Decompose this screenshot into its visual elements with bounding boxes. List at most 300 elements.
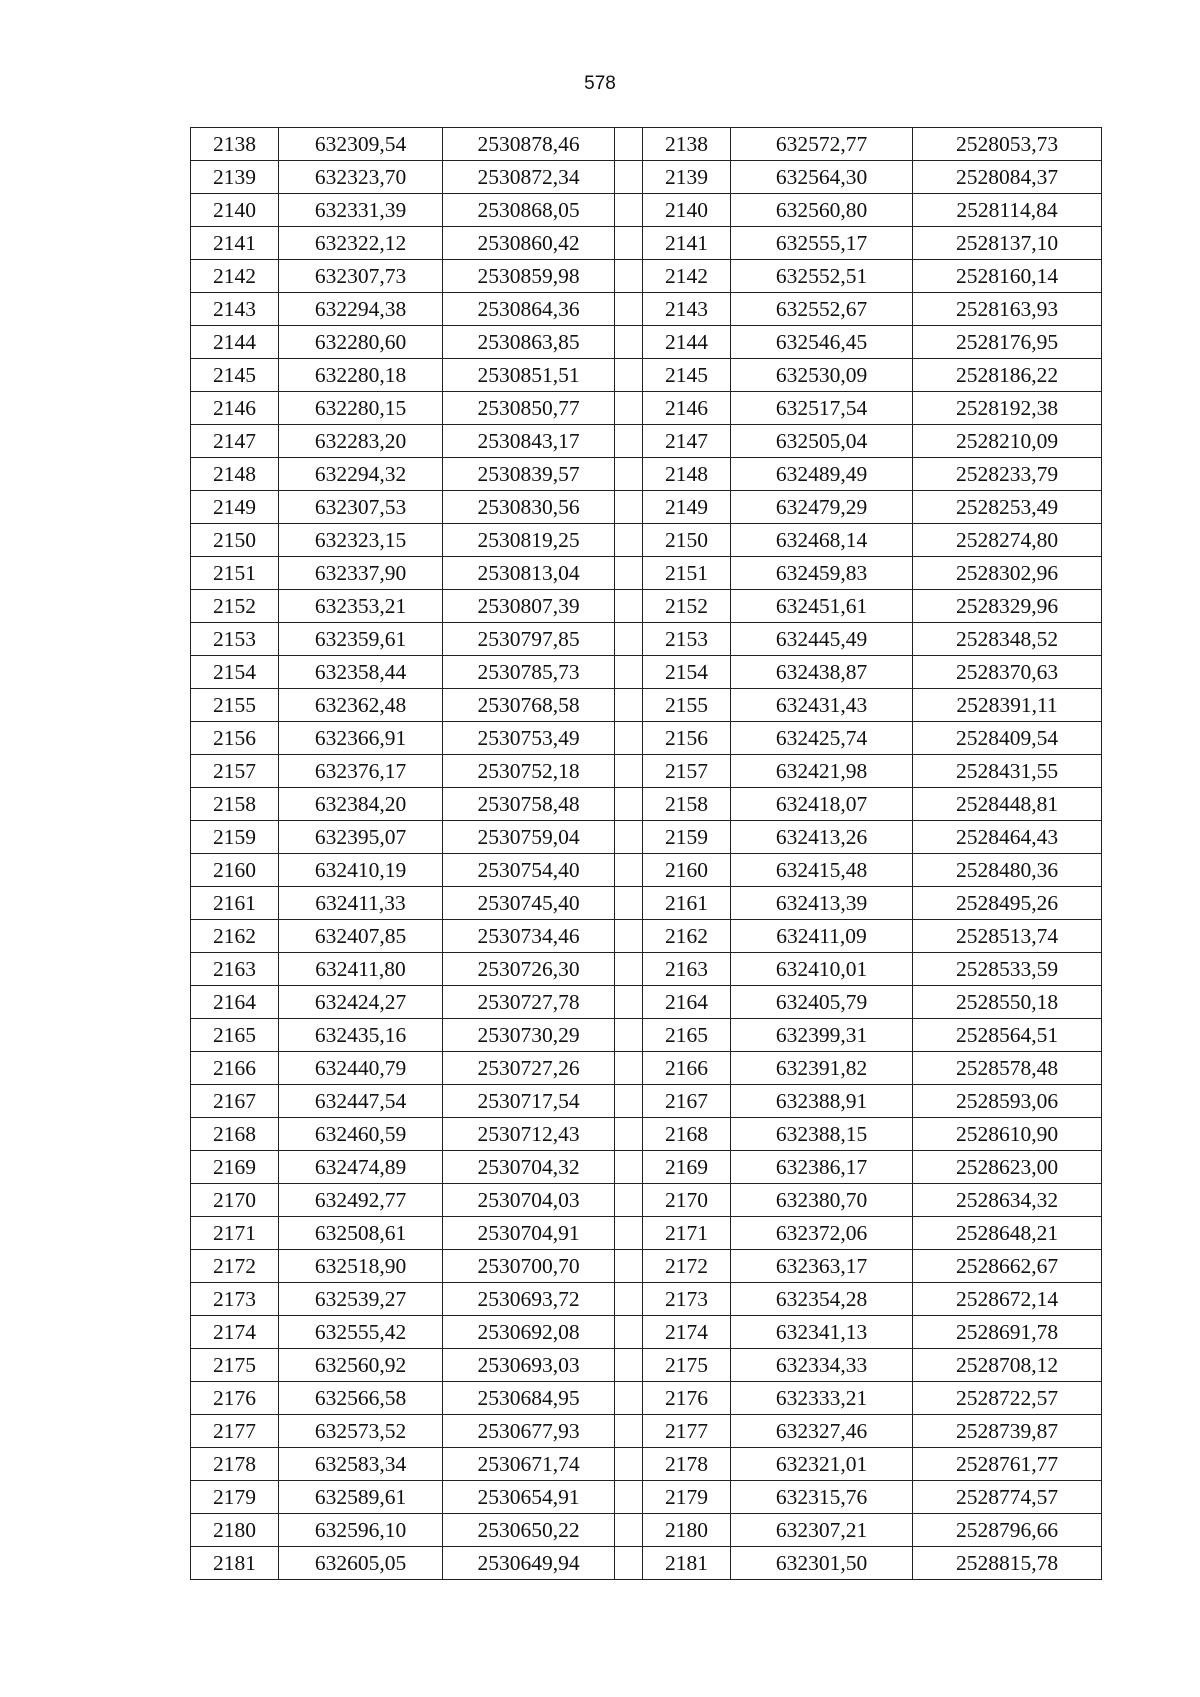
right-y-coordinate-cell: 2528464,43 (913, 821, 1102, 854)
table-row (191, 1151, 1102, 1184)
left-x-coordinate-cell: 632280,15 (279, 392, 443, 425)
right-y-coordinate-cell: 2528160,14 (913, 260, 1102, 293)
left-point-number-cell: 2172 (191, 1250, 279, 1283)
right-y-coordinate-cell: 2528708,12 (913, 1349, 1102, 1382)
right-y-coordinate-cell: 2528448,81 (913, 788, 1102, 821)
left-y-coordinate-cell: 2530768,58 (443, 689, 615, 722)
right-point-number-cell: 2142 (643, 260, 731, 293)
table-row (191, 1382, 1102, 1415)
right-y-coordinate-cell: 2528761,77 (913, 1448, 1102, 1481)
right-x-coordinate-cell: 632517,54 (731, 392, 913, 425)
left-x-coordinate-cell: 632589,61 (279, 1481, 443, 1514)
left-x-coordinate-cell: 632411,80 (279, 953, 443, 986)
left-y-coordinate-cell: 2530671,74 (443, 1448, 615, 1481)
left-y-coordinate-cell: 2530684,95 (443, 1382, 615, 1415)
left-x-coordinate-cell: 632518,90 (279, 1250, 443, 1283)
right-y-coordinate-cell: 2528691,78 (913, 1316, 1102, 1349)
left-x-coordinate-cell: 632411,33 (279, 887, 443, 920)
right-x-coordinate-cell: 632380,70 (731, 1184, 913, 1217)
separator-cell (615, 326, 643, 359)
right-point-number-cell: 2162 (643, 920, 731, 953)
left-x-coordinate-cell: 632460,59 (279, 1118, 443, 1151)
right-x-coordinate-cell: 632327,46 (731, 1415, 913, 1448)
left-x-coordinate-cell: 632307,53 (279, 491, 443, 524)
table-row (191, 161, 1102, 194)
right-y-coordinate-cell: 2528370,63 (913, 656, 1102, 689)
left-y-coordinate-cell: 2530843,17 (443, 425, 615, 458)
right-y-coordinate-cell: 2528610,90 (913, 1118, 1102, 1151)
right-x-coordinate-cell: 632354,28 (731, 1283, 913, 1316)
right-y-coordinate-cell: 2528672,14 (913, 1283, 1102, 1316)
right-point-number-cell: 2164 (643, 986, 731, 1019)
left-y-coordinate-cell: 2530745,40 (443, 887, 615, 920)
left-point-number-cell: 2166 (191, 1052, 279, 1085)
right-x-coordinate-cell: 632405,79 (731, 986, 913, 1019)
left-point-number-cell: 2148 (191, 458, 279, 491)
right-y-coordinate-cell: 2528186,22 (913, 359, 1102, 392)
left-point-number-cell: 2142 (191, 260, 279, 293)
left-point-number-cell: 2162 (191, 920, 279, 953)
right-point-number-cell: 2144 (643, 326, 731, 359)
separator-cell (615, 1283, 643, 1316)
left-y-coordinate-cell: 2530850,77 (443, 392, 615, 425)
table-row (191, 1118, 1102, 1151)
left-y-coordinate-cell: 2530859,98 (443, 260, 615, 293)
separator-cell (615, 689, 643, 722)
table-row (191, 524, 1102, 557)
table-row (191, 1481, 1102, 1514)
left-y-coordinate-cell: 2530752,18 (443, 755, 615, 788)
right-x-coordinate-cell: 632411,09 (731, 920, 913, 953)
left-y-coordinate-cell: 2530650,22 (443, 1514, 615, 1547)
left-point-number-cell: 2165 (191, 1019, 279, 1052)
right-x-coordinate-cell: 632489,49 (731, 458, 913, 491)
right-point-number-cell: 2141 (643, 227, 731, 260)
right-y-coordinate-cell: 2528722,57 (913, 1382, 1102, 1415)
right-y-coordinate-cell: 2528233,79 (913, 458, 1102, 491)
right-y-coordinate-cell: 2528137,10 (913, 227, 1102, 260)
left-point-number-cell: 2173 (191, 1283, 279, 1316)
right-point-number-cell: 2176 (643, 1382, 731, 1415)
left-x-coordinate-cell: 632323,70 (279, 161, 443, 194)
table-row (191, 128, 1102, 161)
left-y-coordinate-cell: 2530754,40 (443, 854, 615, 887)
right-point-number-cell: 2165 (643, 1019, 731, 1052)
left-point-number-cell: 2180 (191, 1514, 279, 1547)
separator-cell (615, 161, 643, 194)
table-row (191, 854, 1102, 887)
left-x-coordinate-cell: 632424,27 (279, 986, 443, 1019)
left-x-coordinate-cell: 632323,15 (279, 524, 443, 557)
table-row (191, 689, 1102, 722)
table-row (191, 1547, 1102, 1580)
right-y-coordinate-cell: 2528431,55 (913, 755, 1102, 788)
table-row (191, 920, 1102, 953)
table-row (191, 491, 1102, 524)
right-y-coordinate-cell: 2528409,54 (913, 722, 1102, 755)
right-point-number-cell: 2146 (643, 392, 731, 425)
right-x-coordinate-cell: 632415,48 (731, 854, 913, 887)
left-y-coordinate-cell: 2530692,08 (443, 1316, 615, 1349)
left-y-coordinate-cell: 2530693,03 (443, 1349, 615, 1382)
left-point-number-cell: 2157 (191, 755, 279, 788)
right-point-number-cell: 2160 (643, 854, 731, 887)
left-x-coordinate-cell: 632539,27 (279, 1283, 443, 1316)
left-point-number-cell: 2149 (191, 491, 279, 524)
right-y-coordinate-cell: 2528053,73 (913, 128, 1102, 161)
table-row (191, 623, 1102, 656)
right-y-coordinate-cell: 2528513,74 (913, 920, 1102, 953)
left-y-coordinate-cell: 2530717,54 (443, 1085, 615, 1118)
right-point-number-cell: 2174 (643, 1316, 731, 1349)
left-x-coordinate-cell: 632366,91 (279, 722, 443, 755)
right-x-coordinate-cell: 632386,17 (731, 1151, 913, 1184)
left-x-coordinate-cell: 632435,16 (279, 1019, 443, 1052)
right-point-number-cell: 2180 (643, 1514, 731, 1547)
right-point-number-cell: 2181 (643, 1547, 731, 1580)
left-x-coordinate-cell: 632362,48 (279, 689, 443, 722)
right-y-coordinate-cell: 2528662,67 (913, 1250, 1102, 1283)
left-point-number-cell: 2175 (191, 1349, 279, 1382)
right-x-coordinate-cell: 632552,51 (731, 260, 913, 293)
table-row (191, 260, 1102, 293)
table-row (191, 557, 1102, 590)
right-x-coordinate-cell: 632555,17 (731, 227, 913, 260)
right-point-number-cell: 2173 (643, 1283, 731, 1316)
right-x-coordinate-cell: 632445,49 (731, 623, 913, 656)
left-x-coordinate-cell: 632492,77 (279, 1184, 443, 1217)
left-point-number-cell: 2146 (191, 392, 279, 425)
separator-cell (615, 1514, 643, 1547)
separator-cell (615, 821, 643, 854)
right-point-number-cell: 2172 (643, 1250, 731, 1283)
right-point-number-cell: 2140 (643, 194, 731, 227)
right-x-coordinate-cell: 632334,33 (731, 1349, 913, 1382)
left-x-coordinate-cell: 632283,20 (279, 425, 443, 458)
left-point-number-cell: 2163 (191, 953, 279, 986)
table-row (191, 1085, 1102, 1118)
left-y-coordinate-cell: 2530700,70 (443, 1250, 615, 1283)
left-y-coordinate-cell: 2530693,72 (443, 1283, 615, 1316)
right-y-coordinate-cell: 2528176,95 (913, 326, 1102, 359)
table-row (191, 1052, 1102, 1085)
right-x-coordinate-cell: 632410,01 (731, 953, 913, 986)
left-y-coordinate-cell: 2530649,94 (443, 1547, 615, 1580)
left-y-coordinate-cell: 2530759,04 (443, 821, 615, 854)
table-row (191, 1448, 1102, 1481)
left-y-coordinate-cell: 2530868,05 (443, 194, 615, 227)
right-x-coordinate-cell: 632363,17 (731, 1250, 913, 1283)
right-x-coordinate-cell: 632372,06 (731, 1217, 913, 1250)
separator-cell (615, 359, 643, 392)
table-row (191, 755, 1102, 788)
right-point-number-cell: 2148 (643, 458, 731, 491)
table-row (191, 1514, 1102, 1547)
left-point-number-cell: 2158 (191, 788, 279, 821)
right-point-number-cell: 2149 (643, 491, 731, 524)
left-x-coordinate-cell: 632376,17 (279, 755, 443, 788)
separator-cell (615, 392, 643, 425)
right-point-number-cell: 2155 (643, 689, 731, 722)
left-point-number-cell: 2160 (191, 854, 279, 887)
table-row (191, 821, 1102, 854)
separator-cell (615, 920, 643, 953)
separator-cell (615, 260, 643, 293)
right-x-coordinate-cell: 632413,26 (731, 821, 913, 854)
left-y-coordinate-cell: 2530677,93 (443, 1415, 615, 1448)
right-point-number-cell: 2159 (643, 821, 731, 854)
left-y-coordinate-cell: 2530839,57 (443, 458, 615, 491)
right-x-coordinate-cell: 632333,21 (731, 1382, 913, 1415)
right-y-coordinate-cell: 2528550,18 (913, 986, 1102, 1019)
left-y-coordinate-cell: 2530704,03 (443, 1184, 615, 1217)
left-y-coordinate-cell: 2530872,34 (443, 161, 615, 194)
right-y-coordinate-cell: 2528391,11 (913, 689, 1102, 722)
table-row (191, 986, 1102, 1019)
left-point-number-cell: 2150 (191, 524, 279, 557)
right-x-coordinate-cell: 632315,76 (731, 1481, 913, 1514)
left-x-coordinate-cell: 632474,89 (279, 1151, 443, 1184)
left-y-coordinate-cell: 2530785,73 (443, 656, 615, 689)
right-x-coordinate-cell: 632341,13 (731, 1316, 913, 1349)
right-x-coordinate-cell: 632388,91 (731, 1085, 913, 1118)
left-x-coordinate-cell: 632358,44 (279, 656, 443, 689)
left-y-coordinate-cell: 2530727,78 (443, 986, 615, 1019)
separator-cell (615, 854, 643, 887)
left-point-number-cell: 2170 (191, 1184, 279, 1217)
left-y-coordinate-cell: 2530727,26 (443, 1052, 615, 1085)
right-x-coordinate-cell: 632572,77 (731, 128, 913, 161)
right-y-coordinate-cell: 2528302,96 (913, 557, 1102, 590)
right-point-number-cell: 2143 (643, 293, 731, 326)
table-row (191, 590, 1102, 623)
table-row (191, 1283, 1102, 1316)
left-x-coordinate-cell: 632294,38 (279, 293, 443, 326)
right-y-coordinate-cell: 2528634,32 (913, 1184, 1102, 1217)
separator-cell (615, 227, 643, 260)
right-y-coordinate-cell: 2528210,09 (913, 425, 1102, 458)
left-point-number-cell: 2156 (191, 722, 279, 755)
right-point-number-cell: 2150 (643, 524, 731, 557)
right-point-number-cell: 2157 (643, 755, 731, 788)
table-row (191, 425, 1102, 458)
left-y-coordinate-cell: 2530807,39 (443, 590, 615, 623)
right-point-number-cell: 2168 (643, 1118, 731, 1151)
left-y-coordinate-cell: 2530712,43 (443, 1118, 615, 1151)
left-point-number-cell: 2153 (191, 623, 279, 656)
left-y-coordinate-cell: 2530819,25 (443, 524, 615, 557)
right-x-coordinate-cell: 632546,45 (731, 326, 913, 359)
separator-cell (615, 1250, 643, 1283)
right-y-coordinate-cell: 2528796,66 (913, 1514, 1102, 1547)
separator-cell (615, 557, 643, 590)
table-row (191, 953, 1102, 986)
right-x-coordinate-cell: 632564,30 (731, 161, 913, 194)
right-y-coordinate-cell: 2528114,84 (913, 194, 1102, 227)
left-y-coordinate-cell: 2530797,85 (443, 623, 615, 656)
left-y-coordinate-cell: 2530878,46 (443, 128, 615, 161)
table-row (191, 1217, 1102, 1250)
left-x-coordinate-cell: 632309,54 (279, 128, 443, 161)
right-point-number-cell: 2151 (643, 557, 731, 590)
table-row (191, 722, 1102, 755)
separator-cell (615, 1349, 643, 1382)
right-x-coordinate-cell: 632431,43 (731, 689, 913, 722)
right-x-coordinate-cell: 632479,29 (731, 491, 913, 524)
separator-cell (615, 1316, 643, 1349)
separator-cell (615, 194, 643, 227)
right-x-coordinate-cell: 632530,09 (731, 359, 913, 392)
left-x-coordinate-cell: 632337,90 (279, 557, 443, 590)
left-x-coordinate-cell: 632294,32 (279, 458, 443, 491)
left-point-number-cell: 2147 (191, 425, 279, 458)
right-point-number-cell: 2138 (643, 128, 731, 161)
left-x-coordinate-cell: 632573,52 (279, 1415, 443, 1448)
left-x-coordinate-cell: 632583,34 (279, 1448, 443, 1481)
right-x-coordinate-cell: 632399,31 (731, 1019, 913, 1052)
right-y-coordinate-cell: 2528348,52 (913, 623, 1102, 656)
separator-cell (615, 491, 643, 524)
left-point-number-cell: 2154 (191, 656, 279, 689)
right-y-coordinate-cell: 2528578,48 (913, 1052, 1102, 1085)
right-x-coordinate-cell: 632321,01 (731, 1448, 913, 1481)
table-row (191, 293, 1102, 326)
right-point-number-cell: 2166 (643, 1052, 731, 1085)
left-point-number-cell: 2138 (191, 128, 279, 161)
right-y-coordinate-cell: 2528253,49 (913, 491, 1102, 524)
left-x-coordinate-cell: 632508,61 (279, 1217, 443, 1250)
left-point-number-cell: 2169 (191, 1151, 279, 1184)
table-row (191, 458, 1102, 491)
right-point-number-cell: 2170 (643, 1184, 731, 1217)
left-point-number-cell: 2139 (191, 161, 279, 194)
left-y-coordinate-cell: 2530830,56 (443, 491, 615, 524)
left-point-number-cell: 2159 (191, 821, 279, 854)
table-row (191, 788, 1102, 821)
separator-cell (615, 887, 643, 920)
table-row (191, 1415, 1102, 1448)
left-x-coordinate-cell: 632410,19 (279, 854, 443, 887)
right-x-coordinate-cell: 632418,07 (731, 788, 913, 821)
right-y-coordinate-cell: 2528774,57 (913, 1481, 1102, 1514)
separator-cell (615, 1184, 643, 1217)
right-x-coordinate-cell: 632301,50 (731, 1547, 913, 1580)
table-row (191, 887, 1102, 920)
right-y-coordinate-cell: 2528192,38 (913, 392, 1102, 425)
left-y-coordinate-cell: 2530863,85 (443, 326, 615, 359)
right-x-coordinate-cell: 632459,83 (731, 557, 913, 590)
right-x-coordinate-cell: 632451,61 (731, 590, 913, 623)
right-point-number-cell: 2163 (643, 953, 731, 986)
right-point-number-cell: 2139 (643, 161, 731, 194)
right-y-coordinate-cell: 2528533,59 (913, 953, 1102, 986)
right-y-coordinate-cell: 2528329,96 (913, 590, 1102, 623)
right-y-coordinate-cell: 2528623,00 (913, 1151, 1102, 1184)
table-row (191, 1316, 1102, 1349)
separator-cell (615, 1547, 643, 1580)
separator-cell (615, 1217, 643, 1250)
left-y-coordinate-cell: 2530704,91 (443, 1217, 615, 1250)
right-y-coordinate-cell: 2528739,87 (913, 1415, 1102, 1448)
table-row (191, 1250, 1102, 1283)
separator-cell (615, 524, 643, 557)
separator-cell (615, 425, 643, 458)
separator-cell (615, 623, 643, 656)
left-point-number-cell: 2178 (191, 1448, 279, 1481)
right-point-number-cell: 2169 (643, 1151, 731, 1184)
left-point-number-cell: 2143 (191, 293, 279, 326)
separator-cell (615, 458, 643, 491)
table-row (191, 227, 1102, 260)
left-point-number-cell: 2144 (191, 326, 279, 359)
right-y-coordinate-cell: 2528648,21 (913, 1217, 1102, 1250)
right-point-number-cell: 2175 (643, 1349, 731, 1382)
left-point-number-cell: 2171 (191, 1217, 279, 1250)
left-y-coordinate-cell: 2530864,36 (443, 293, 615, 326)
right-point-number-cell: 2154 (643, 656, 731, 689)
left-point-number-cell: 2155 (191, 689, 279, 722)
right-y-coordinate-cell: 2528274,80 (913, 524, 1102, 557)
table-row (191, 359, 1102, 392)
left-y-coordinate-cell: 2530753,49 (443, 722, 615, 755)
left-point-number-cell: 2167 (191, 1085, 279, 1118)
left-point-number-cell: 2176 (191, 1382, 279, 1415)
right-y-coordinate-cell: 2528163,93 (913, 293, 1102, 326)
left-y-coordinate-cell: 2530704,32 (443, 1151, 615, 1184)
right-point-number-cell: 2152 (643, 590, 731, 623)
left-x-coordinate-cell: 632560,92 (279, 1349, 443, 1382)
right-point-number-cell: 2156 (643, 722, 731, 755)
coordinates-table (190, 127, 1102, 1580)
right-x-coordinate-cell: 632425,74 (731, 722, 913, 755)
left-x-coordinate-cell: 632280,60 (279, 326, 443, 359)
right-x-coordinate-cell: 632560,80 (731, 194, 913, 227)
left-point-number-cell: 2177 (191, 1415, 279, 1448)
left-point-number-cell: 2168 (191, 1118, 279, 1151)
separator-cell (615, 656, 643, 689)
right-y-coordinate-cell: 2528564,51 (913, 1019, 1102, 1052)
left-y-coordinate-cell: 2530860,42 (443, 227, 615, 260)
right-x-coordinate-cell: 632307,21 (731, 1514, 913, 1547)
right-y-coordinate-cell: 2528815,78 (913, 1547, 1102, 1580)
left-y-coordinate-cell: 2530654,91 (443, 1481, 615, 1514)
table-row (191, 656, 1102, 689)
right-point-number-cell: 2161 (643, 887, 731, 920)
left-x-coordinate-cell: 632395,07 (279, 821, 443, 854)
right-x-coordinate-cell: 632413,39 (731, 887, 913, 920)
left-x-coordinate-cell: 632384,20 (279, 788, 443, 821)
separator-cell (615, 590, 643, 623)
right-x-coordinate-cell: 632388,15 (731, 1118, 913, 1151)
left-x-coordinate-cell: 632407,85 (279, 920, 443, 953)
right-y-coordinate-cell: 2528495,26 (913, 887, 1102, 920)
left-x-coordinate-cell: 632555,42 (279, 1316, 443, 1349)
table-row (191, 1349, 1102, 1382)
left-x-coordinate-cell: 632447,54 (279, 1085, 443, 1118)
right-point-number-cell: 2145 (643, 359, 731, 392)
left-point-number-cell: 2141 (191, 227, 279, 260)
left-x-coordinate-cell: 632307,73 (279, 260, 443, 293)
left-point-number-cell: 2181 (191, 1547, 279, 1580)
separator-cell (615, 1118, 643, 1151)
right-x-coordinate-cell: 632438,87 (731, 656, 913, 689)
left-x-coordinate-cell: 632322,12 (279, 227, 443, 260)
page-number: 578 (584, 73, 616, 94)
left-point-number-cell: 2164 (191, 986, 279, 1019)
right-y-coordinate-cell: 2528084,37 (913, 161, 1102, 194)
left-y-coordinate-cell: 2530726,30 (443, 953, 615, 986)
left-x-coordinate-cell: 632596,10 (279, 1514, 443, 1547)
